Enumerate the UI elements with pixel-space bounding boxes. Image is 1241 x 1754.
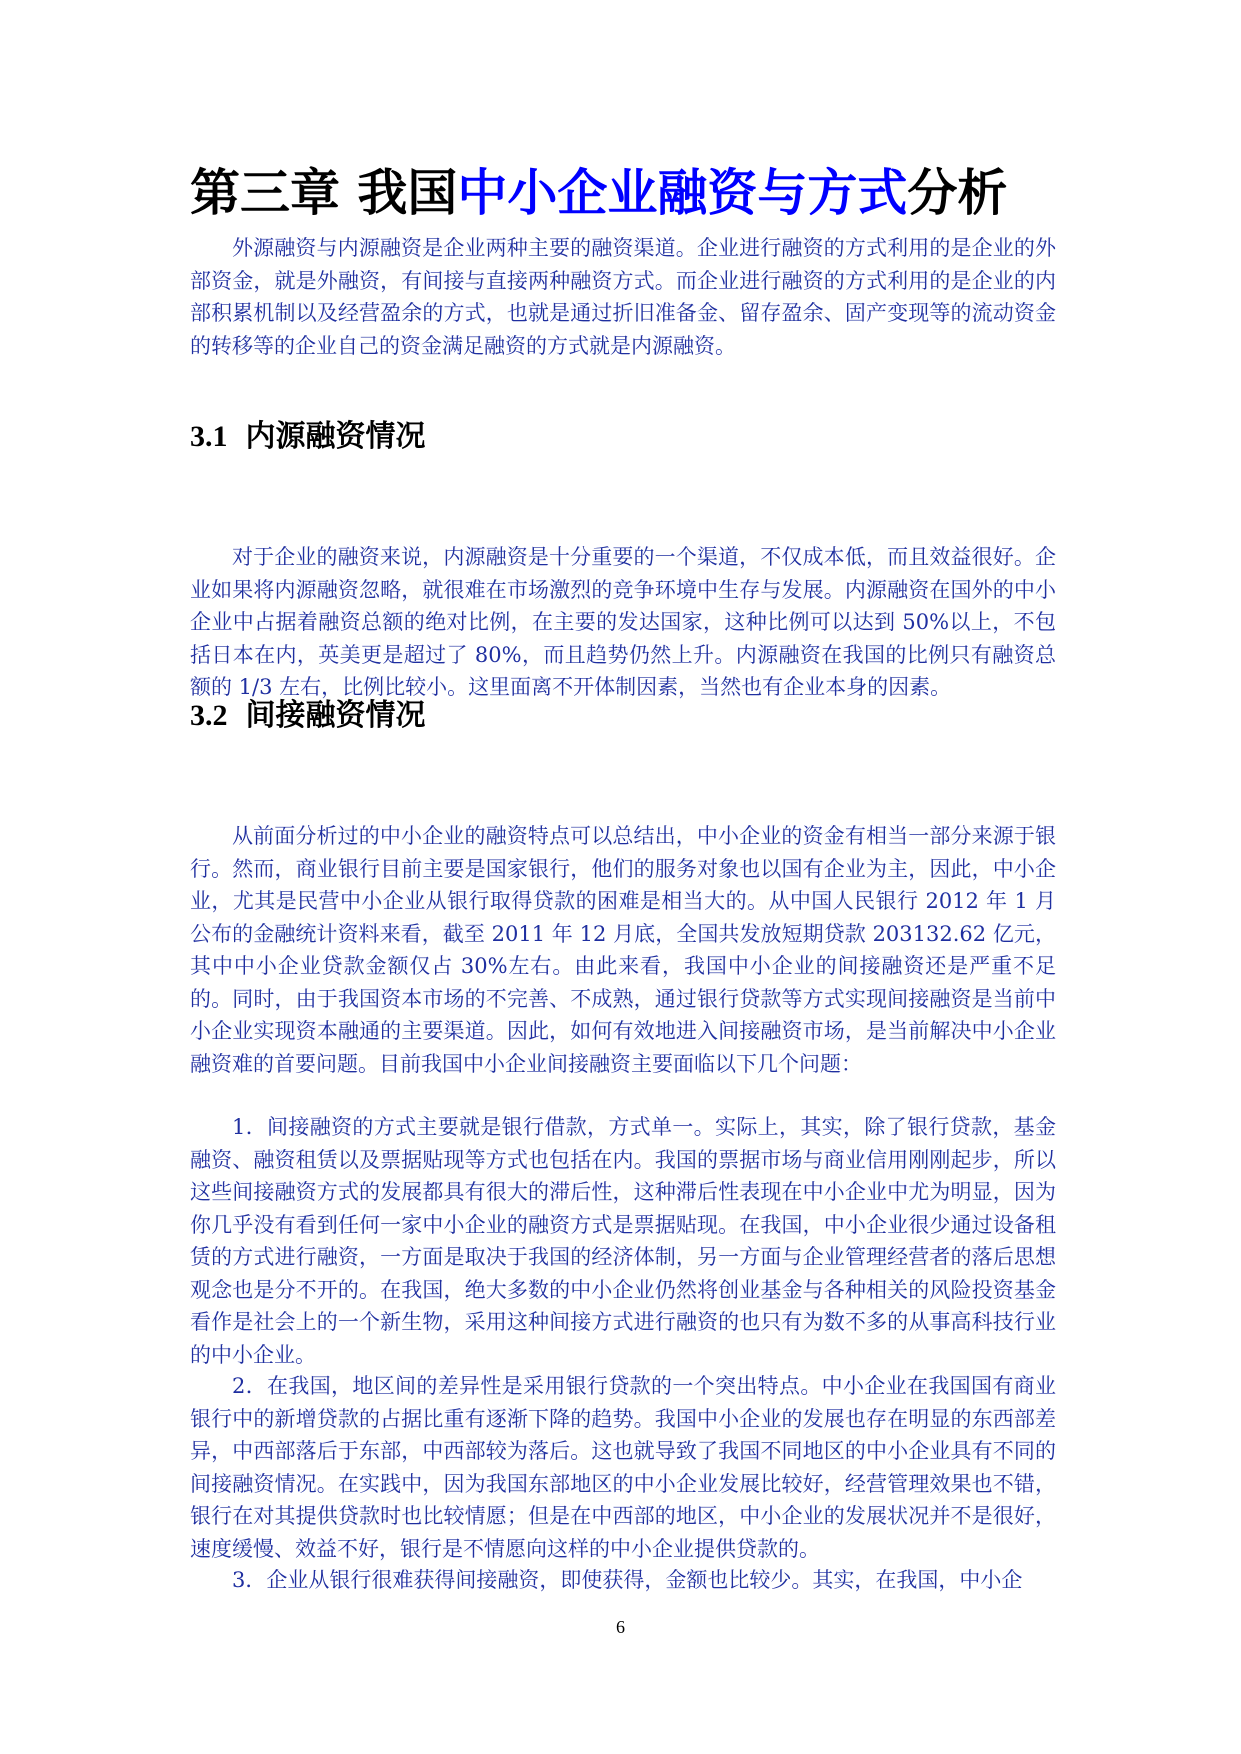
section-number: 3.2: [190, 699, 228, 732]
list-item-text: 企业从银行很难获得间接融资，即使获得，金额也比较少。其实，在我国，中小企: [266, 1568, 1023, 1592]
section-3-2-paragraph: 从前面分析过的中小企业的融资特点可以总结出，中小企业的资金有相当一部分来源于银行。然而，商业银行目前主要是国家银行，他们的服务对象也以国有企业为主，因此，中小企业，尤其是民营中小企业从银行取得贷款的困难是相当大的。从中国人民银行 2012 年 1 月公布的金融统计资料来看，截至 2011 年 12 月底，全国共发放短期贷款 203132.62 亿元，其中中小企业贷款金额仅占 30%左右。由此来看，我国中小企业的间接融资还是严重不足的。同时，由于我国资本市场的不完善、不成熟，通过银行贷款等方式实现间接融资是当前中小企业实现资本融通的主要渠道。因此，如何有效地进入间接融资市场，是当前解决中小企业融资难的首要问题。目前我国中小企业间接融资主要面临以下几个问题：: [190, 824, 1056, 1076]
chapter-title-prefix: 第三章 我国: [190, 164, 458, 222]
chapter-title: [190, 158, 1090, 228]
list-item: [190, 1111, 1056, 1371]
list-item-text: 在我国，地区间的差异性是采用银行贷款的一个突出特点。中小企业在我国国有商业银行中的新增贷款的占据比重有逐渐下降的趋势。我国中小企业的发展也存在明显的东西部差异，中西部落后于东部，中西部较为落后。这也就导致了我国不同地区的中小企业具有不同的间接融资情况。在实践中，因为我国东部地区的中小企业发展比较好，经营管理效果也不错，银行在对其提供贷款时也比较情愿；但是在中西部的地区，中小企业的发展状况并不是很好，速度缓慢、效益不好，银行是不情愿向这样的中小企业提供贷款的。: [190, 1374, 1056, 1561]
list-item: [190, 1564, 1056, 1597]
list-item-text: 间接融资的方式主要就是银行借款，方式单一。实际上，其实，除了银行贷款，基金融资、融资租赁以及票据贴现等方式也包括在内。我国的票据市场与商业信用刚刚起步，所以这些间接融资方式的发展都具有很大的滞后性，这种滞后性表现在中小企业中尤为明显，因为你几乎没有看到任何一家中小企业的融资方式是票据贴现。在我国，中小企业很少通过设备租赁的方式进行融资，一方面是取决于我国的经济体制，另一方面与企业管理经营者的落后思想观念也是分不开的。在我国，绝大多数的中小企业仍然将创业基金与各种相关的风险投资基金看作是社会上的一个新生物，采用这种间接方式进行融资的也只有为数不多的从事高科技行业的中小企业。: [190, 1115, 1056, 1367]
chapter-title-highlight: 中小企业融资与方式: [457, 164, 908, 222]
list-item-number: 2．: [232, 1374, 268, 1398]
section-title: 内源融资情况: [245, 419, 426, 454]
list-item: [190, 1370, 1056, 1565]
chapter-title-suffix: 分析: [907, 164, 1008, 222]
intro-paragraph: 外源融资与内源融资是企业两种主要的融资渠道。企业进行融资的方式利用的是企业的外部资金，就是外融资，有间接与直接两种融资方式。而企业进行融资的方式利用的是企业的内部积累机制以及经营盈余的方式，也就是通过折旧准备金、留存盈余、固产变现等的流动资金的转移等的企业自己的资金满足融资的方式就是内源融资。: [190, 236, 1056, 358]
section-heading-3-1: [190, 417, 990, 457]
section-title: 间接融资情况: [245, 698, 426, 733]
section-heading-3-2: [190, 696, 990, 736]
section-3-1-paragraph: 对于企业的融资来说，内源融资是十分重要的一个渠道，不仅成本低，而且效益很好。企业如果将内源融资忽略，就很难在市场激烈的竞争环境中生存与发展。内源融资在国外的中小企业中占据着融资总额的绝对比例，在主要的发达国家，这种比例可以达到 50%以上，不包括日本在内，英美更是超过了 80%，而且趋势仍然上升。内源融资在我国的比例只有融资总额的 1/3 左右，比例比较小。这里面离不开体制因素，当然也有企业本身的因素。: [190, 545, 1056, 699]
list-item-number: 1．: [232, 1115, 268, 1139]
list-item-number: 3．: [232, 1568, 267, 1592]
page-number: 6: [616, 1617, 625, 1637]
section-number: 3.1: [190, 420, 228, 453]
